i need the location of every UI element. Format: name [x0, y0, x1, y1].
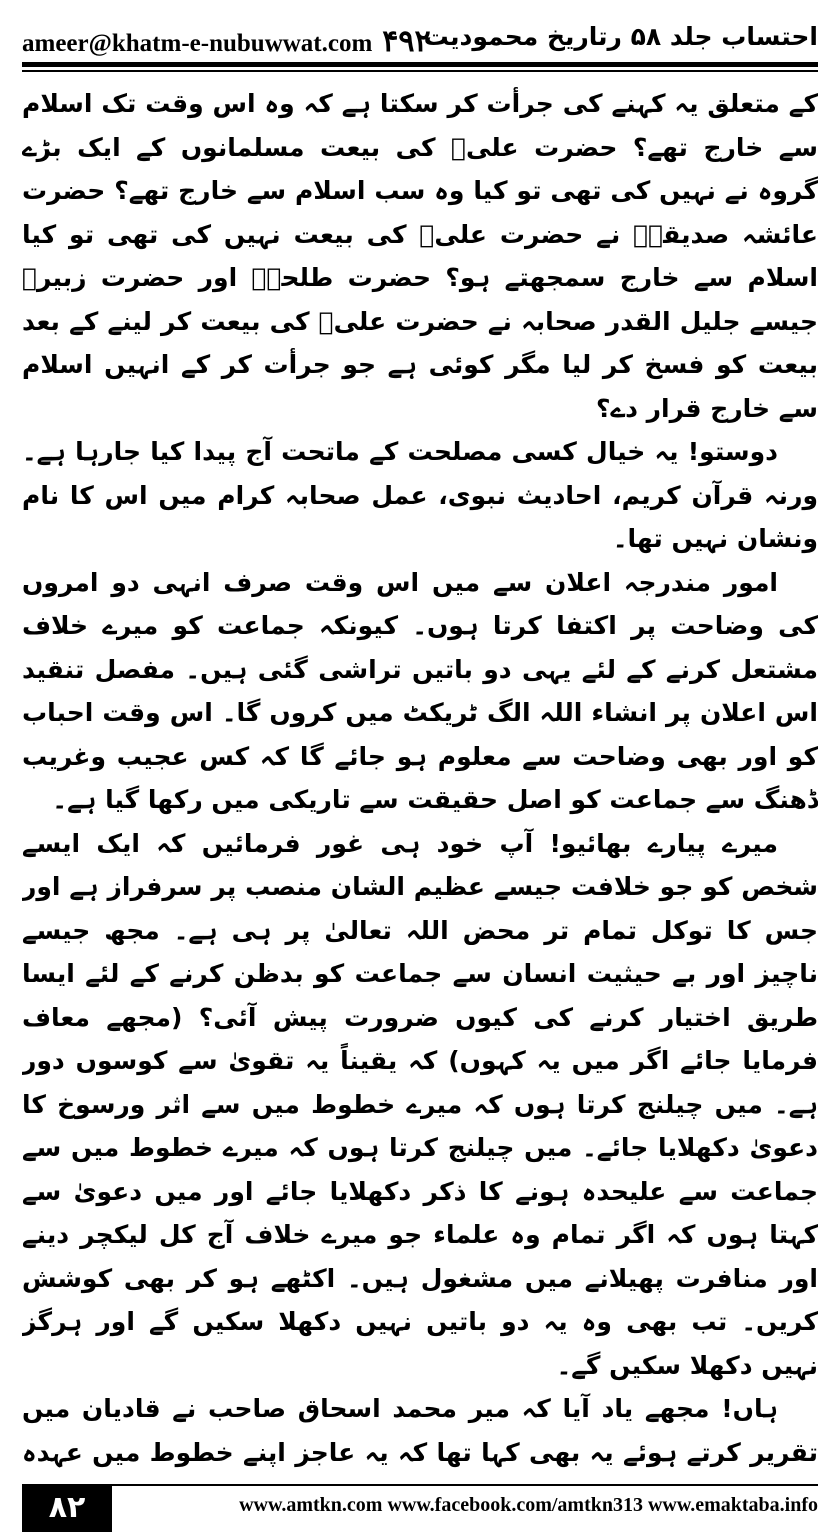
- paragraph-3: امور مندرجہ اعلان سے میں اس وقت صرف انہی دو امروں کی وضاحت پر اکتفا کرتا ہوں۔ کیونکہ جماعت کو میرے خلاف مشتعل کرنے کے لئے یہی دو باتیں تراشی گئی ہیں۔ مفصل تنقید اس اعلان پر انشاء اللہ الگ ٹریکٹ میں کروں گا۔ اس وقت احباب کو اور بھی وضاحت سے معلوم ہو جائے گا کہ کس عجیب وغریب ڈھنگ سے جماعت کو اصل حقیقت سے تاریکی میں رکھا گیا ہے۔: [22, 567, 818, 814]
- paragraph-2: دوستو! یہ خیال کسی مصلحت کے ماتحت آج پیدا کیا جارہا ہے۔ ورنہ قرآن کریم، احادیث نبوی، عمل صحابہ کرام میں اس کا نام ونشان نہیں تھا۔: [22, 437, 818, 553]
- header-book-title: احتساب جلد ۵۸ رتاریخ محمودیت: [423, 22, 818, 51]
- header-page-number: ۴۹۲: [382, 25, 431, 58]
- footer-urls: www.amtkn.com www.facebook.com/amtkn313 www.emaktaba.info: [239, 1494, 818, 1516]
- header-email: ameer@khatm-e-nubuwwat.com: [22, 30, 373, 57]
- header-rule-thin: [22, 70, 818, 72]
- page-body: [22, 82, 818, 1472]
- header-left: [22, 24, 431, 59]
- header-rule-thick: [22, 62, 818, 67]
- page-header: [22, 14, 818, 62]
- paragraph-5: ہاں! مجھے یاد آیا کہ میر محمد اسحاق صاحب نے قادیان میں تقریر کرتے ہوئے یہ بھی کہا تھا کہ یہ عاجز اپنے خطوط میں عہدہ: [22, 1394, 818, 1467]
- footer-rule: [112, 1484, 818, 1486]
- footer-page-number: ۸۲: [22, 1484, 112, 1532]
- page-footer: [22, 1484, 818, 1532]
- paragraph-4: میرے پیارے بھائیو! آپ خود ہی غور فرمائیں کہ ایک ایسے شخص کو جو خلافت جیسے عظیم الشان منصب پر سرفراز ہے اور جس کا توکل تمام تر محض اللہ تعالیٰ پر ہی ہے۔ مجھ جیسے ناچیز اور بے حیثیت انسان سے جماعت کو بدظن کرنے کے لئے ایسا طریق اختیار کرنے کی کیوں ضرورت پیش آئی؟ (مجھے معاف فرمایا جائے اگر میں یہ کہوں) کہ یقیناً یہ تقویٰ سے کوسوں دور ہے۔ میں چیلنج کرتا ہوں کہ میرے خطوط میں سے اثر ورسوخ کا دعویٰ دکھلایا جائے۔ میں چیلنج کرتا ہوں کہ میرے خطوط میں سے جماعت سے علیحدہ ہونے کا ذکر دکھلایا جائے اور میں دعویٰ سے کہتا ہوں کہ اگر تمام وہ علماء جو میرے خلاف آج کل لیکچر دینے اور منافرت پھیلانے میں مشغول ہیں۔ اکٹھے ہو کر بھی کوشش کریں۔ تب بھی وہ یہ دو باتیں نہیں دکھلا سکیں گے اور ہرگز نہیں دکھلا سکیں گے۔: [22, 828, 818, 1380]
- paragraph-1: کے متعلق یہ کہنے کی جرأت کر سکتا ہے کہ وہ اس وقت تک اسلام سے خارج تھے؟ حضرت علیؓ کی بیعت مسلمانوں کے ایک بڑے گروہ نے نہیں کی تھی تو کیا وہ سب اسلام سے خارج تھے؟ حضرت عائشہ صدیقہؓ نے حضرت علیؓ کی بیعت نہیں کی تھی تو کیا اسلام سے خارج سمجھتے ہو؟ حضرت طلحہؓ اور حضرت زبیرؓ جیسے جلیل القدر صحابہ نے حضرت علیؓ کی بیعت کر لینے کے بعد بیعت کو فسخ کر لیا مگر کوئی ہے جو جرأت کر کے انہیں اسلام سے خارج قرار دے؟: [22, 89, 818, 423]
